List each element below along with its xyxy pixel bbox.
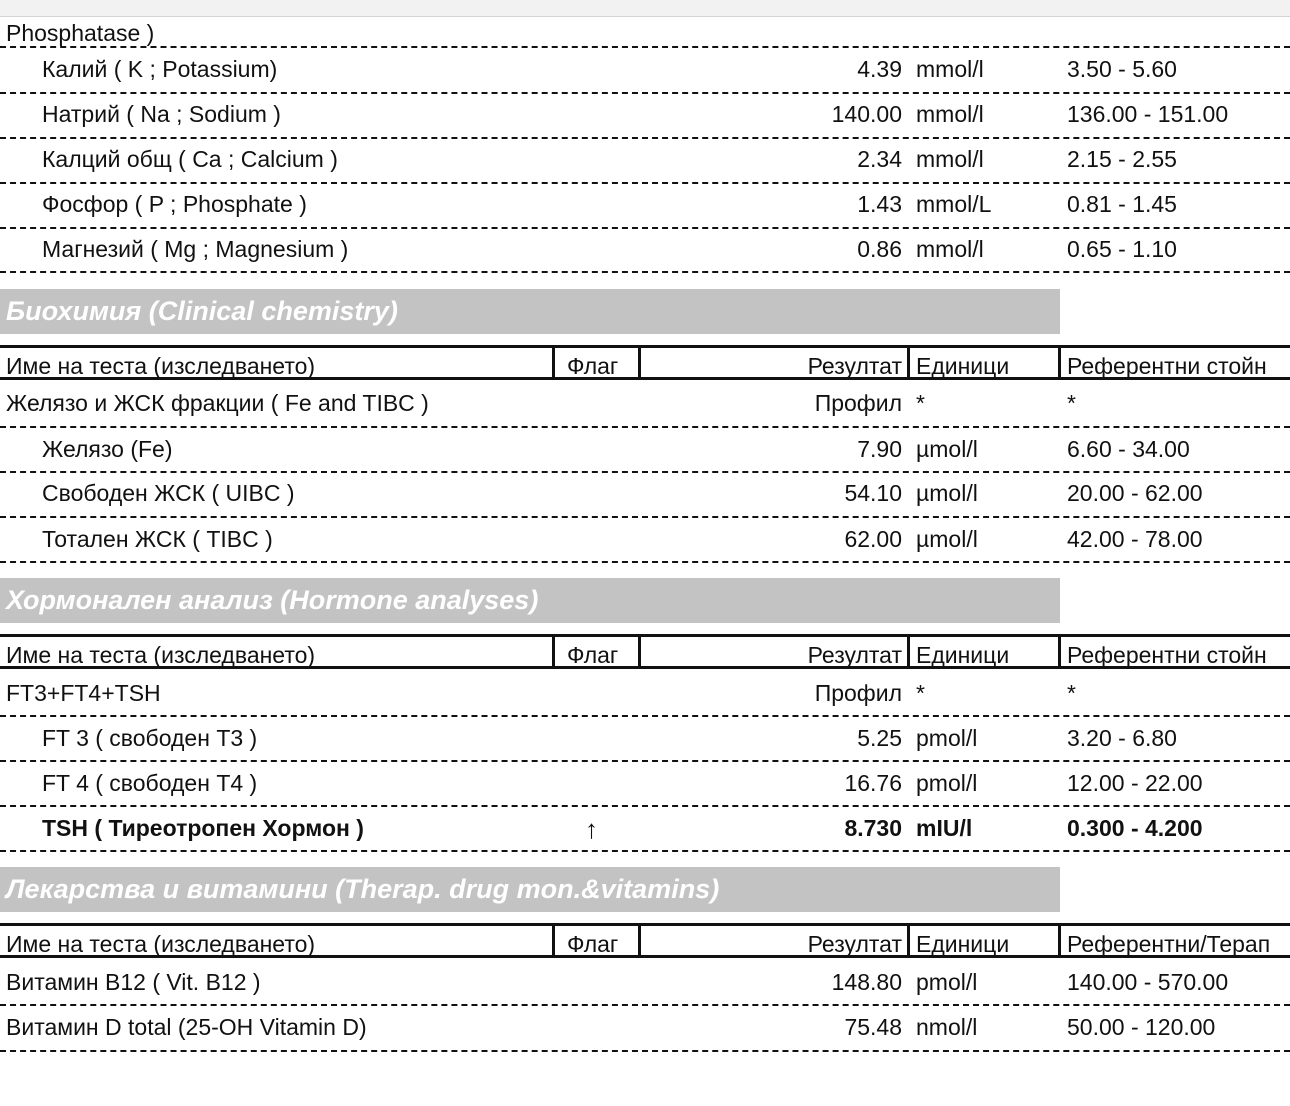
test-reference: 42.00 - 78.00 [1067,526,1203,552]
test-units: µmol/l [916,526,978,552]
column-divider [552,348,555,377]
test-name: TSH ( Тиреотропен Хормон ) [42,815,364,841]
test-result: 2.34 [857,146,902,172]
column-divider [552,637,555,666]
test-reference: 3.50 - 5.60 [1067,56,1177,82]
section-title: Биохимия (Clinical chemistry) [6,296,398,326]
column-header-name: Име на теста (изследването) [6,931,316,957]
row-divider [0,1050,1290,1052]
column-divider [907,348,910,377]
test-reference: 6.60 - 34.00 [1067,436,1190,462]
test-units: pmol/l [916,770,978,796]
row-divider [0,92,1290,94]
test-units: pmol/l [916,725,978,751]
test-reference: 50.00 - 120.00 [1067,1014,1216,1040]
arrow-up-icon: ↑ [585,814,598,844]
profile-units: * [916,390,925,416]
test-name: Фосфор ( P ; Phosphate ) [42,191,307,217]
column-header-flag: Флаг [567,642,619,668]
column-divider [638,926,641,955]
test-result: 4.39 [857,56,902,82]
test-name: Витамин D total (25-OH Vitamin D) [6,1014,367,1040]
profile-reference: * [1067,680,1076,706]
test-result: 75.48 [844,1014,902,1040]
test-name: Калий ( K ; Potassium) [42,56,278,82]
test-units: mmol/l [916,146,984,172]
test-units: mmol/l [916,236,984,262]
test-reference: 2.15 - 2.55 [1067,146,1177,172]
row-divider [0,426,1290,428]
row-divider [0,182,1290,184]
test-reference: 0.65 - 1.10 [1067,236,1177,262]
test-units: pmol/l [916,969,978,995]
test-result: 16.76 [844,770,902,796]
column-header-result: Резултат [807,642,902,668]
column-header-units: Единици [916,353,1010,379]
test-result: 0.86 [857,236,902,262]
column-divider [638,348,641,377]
row-divider [0,137,1290,139]
row-divider [0,1004,1290,1006]
test-units: nmol/l [916,1014,978,1040]
test-name: Витамин B12 ( Vit. B12 ) [6,969,261,995]
test-reference: 3.20 - 6.80 [1067,725,1177,751]
column-divider [1058,637,1061,666]
test-reference: 140.00 - 570.00 [1067,969,1229,995]
test-result: 62.00 [844,526,902,552]
table-header [0,345,1290,380]
test-units: µmol/l [916,480,978,506]
column-header-result: Резултат [807,931,902,957]
test-reference: 136.00 - 151.00 [1067,101,1229,127]
test-units: mIU/l [916,815,973,841]
row-divider [0,46,1290,48]
partial-row-text: Phosphatase ) [6,20,155,46]
column-header-units: Единици [916,642,1010,668]
column-header-result: Резултат [807,353,902,379]
profile-units: * [916,680,925,706]
profile-name: FT3+FT4+TSH [6,680,161,706]
test-result: 8.730 [844,815,902,841]
row-divider [0,471,1290,473]
row-divider [0,760,1290,762]
column-header-flag: Флаг [567,353,619,379]
row-divider [0,805,1290,807]
column-divider [907,926,910,955]
test-result: 1.43 [857,191,902,217]
test-name: Магнезий ( Mg ; Magnesium ) [42,236,349,262]
column-header-reference: Референтни стойн [1067,353,1267,379]
test-units: mmol/l [916,101,984,127]
row-divider [0,561,1290,563]
section-title: Лекарства и витамини (Therap. drug mon.&vitamins) [6,874,720,904]
table-header [0,634,1290,669]
column-header-reference: Референтни/Терап [1067,931,1271,957]
test-name: Свободен ЖСК ( UIBC ) [42,480,295,506]
test-units: mmol/l [916,56,984,82]
test-result: 148.80 [831,969,902,995]
column-divider [552,926,555,955]
test-name: Калций общ ( Ca ; Calcium ) [42,146,338,172]
test-result: 140.00 [831,101,902,127]
test-reference: 12.00 - 22.00 [1067,770,1203,796]
column-divider [638,637,641,666]
section-title: Хормонален анализ (Hormone analyses) [6,585,539,615]
profile-result: Профил [814,680,902,706]
profile-name: Желязо и ЖСК фракции ( Fe and TIBC ) [6,390,429,416]
section-header-drugs-vitamins [0,867,1060,912]
test-units: mmol/L [916,191,992,217]
test-name: Желязо (Fe) [42,436,173,462]
profile-result: Профил [814,390,902,416]
top-strip [0,0,1290,17]
column-header-units: Единици [916,931,1010,957]
row-divider [0,271,1290,273]
test-result: 5.25 [857,725,902,751]
test-units: µmol/l [916,436,978,462]
row-divider [0,516,1290,518]
test-name: FT 4 ( свободен T4 ) [42,770,258,796]
column-divider [1058,348,1061,377]
section-header-biochemistry [0,289,1060,334]
test-name: Тотален ЖСК ( TIBC ) [42,526,273,552]
test-reference: 20.00 - 62.00 [1067,480,1203,506]
column-divider [1058,926,1061,955]
column-header-reference: Референтни стойн [1067,642,1267,668]
test-result: 54.10 [844,480,902,506]
test-name: FT 3 ( свободен T3 ) [42,725,258,751]
section-header-hormones [0,578,1060,623]
table-header [0,923,1290,958]
column-header-name: Име на теста (изследването) [6,642,316,668]
column-header-name: Име на теста (изследването) [6,353,316,379]
profile-reference: * [1067,390,1076,416]
test-result: 7.90 [857,436,902,462]
test-reference: 0.300 - 4.200 [1067,815,1203,841]
test-reference: 0.81 - 1.45 [1067,191,1177,217]
row-divider [0,227,1290,229]
column-header-flag: Флаг [567,931,619,957]
column-divider [907,637,910,666]
row-divider [0,850,1290,852]
row-divider [0,715,1290,717]
test-name: Натрий ( Na ; Sodium ) [42,101,281,127]
